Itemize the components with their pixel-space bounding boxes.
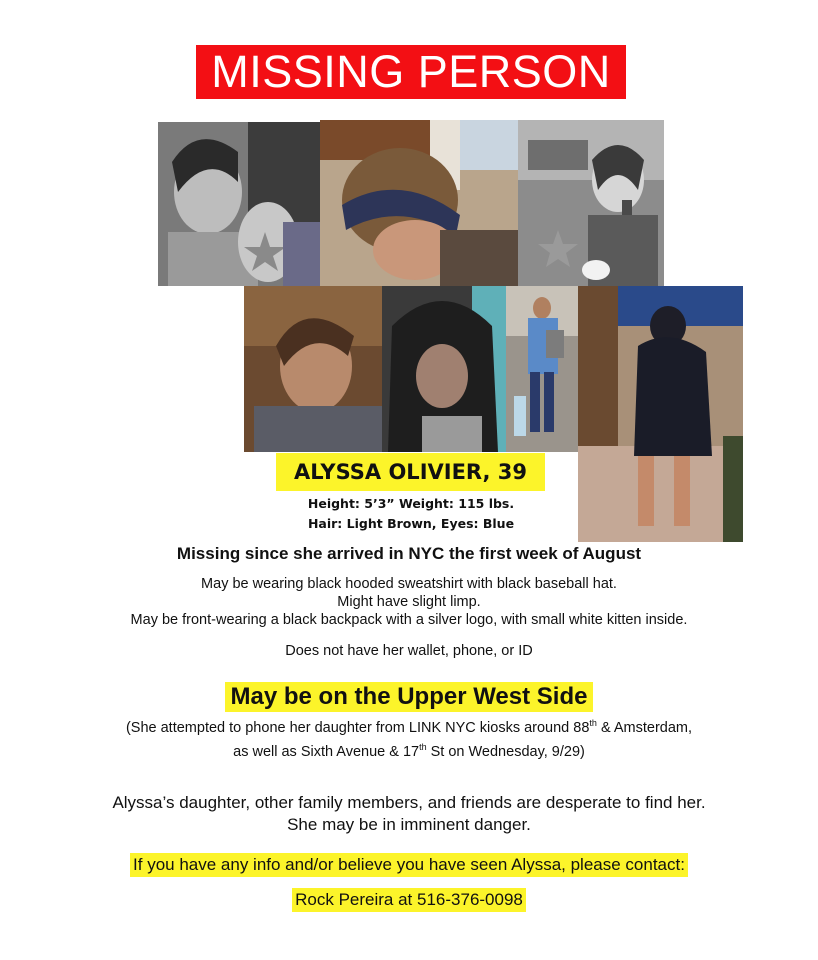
- family-line: Alyssa’s daughter, other family members, and friends are desperate to find her.: [112, 793, 706, 812]
- attempt-text: (She attempted to phone her daughter from LINK NYC kiosks around 88: [125, 719, 590, 736]
- attempt-text: & Amsterdam,: [596, 719, 693, 736]
- missing-since: Missing since she arrived in NYC the first week of August: [176, 544, 642, 563]
- attempt-text: St on Wednesday, 9/29): [426, 743, 585, 760]
- contact-prompt: If you have any info and/or believe you have seen Alyssa, please contact:: [130, 853, 688, 877]
- photo-hoodie: [382, 286, 506, 452]
- photo-short-hair: [244, 286, 382, 452]
- description-line: Might have slight limp.: [337, 594, 481, 610]
- photo-headband: [320, 120, 518, 286]
- description-line: May be front-wearing a black backpack with a silver logo, with small white kitten inside.: [130, 612, 688, 628]
- attempt-text: as well as Sixth Avenue & 17: [233, 743, 420, 760]
- physical-stats: [276, 494, 546, 534]
- contact-person: Rock Pereira at 516-376-0098: [292, 888, 526, 912]
- person-name-age: ALYSSA OLIVIER, 39: [276, 453, 545, 491]
- height-weight: Height: 5’3” Weight: 115 lbs.: [307, 496, 515, 511]
- family-plea: [0, 792, 818, 836]
- no-id-note: Does not have her wallet, phone, or ID: [285, 643, 533, 659]
- description: [0, 575, 818, 629]
- poster-title: MISSING PERSON: [196, 45, 626, 99]
- description-line: May be wearing black hooded sweatshirt with black baseball hat.: [201, 576, 617, 592]
- contact-person-wrap: [0, 888, 818, 912]
- photo-surveillance: [578, 286, 743, 542]
- attempt-sup: th: [419, 741, 427, 752]
- kiosk-attempts: [0, 714, 818, 762]
- contact-prompt-wrap: [0, 853, 818, 877]
- location-headline-wrap: [0, 682, 818, 712]
- photo-selfie-bw: [158, 122, 320, 286]
- kiosk-attempt-line: [0, 714, 818, 738]
- attempt-sup: th: [589, 718, 597, 728]
- photo-backpack-street: [506, 286, 578, 452]
- photo-braid-bw: [518, 120, 664, 286]
- family-line: She may be in imminent danger.: [287, 815, 531, 834]
- kiosk-attempt-line: [0, 738, 818, 762]
- hair-eyes: Hair: Light Brown, Eyes: Blue: [307, 516, 515, 531]
- location-headline: May be on the Upper West Side: [225, 682, 594, 712]
